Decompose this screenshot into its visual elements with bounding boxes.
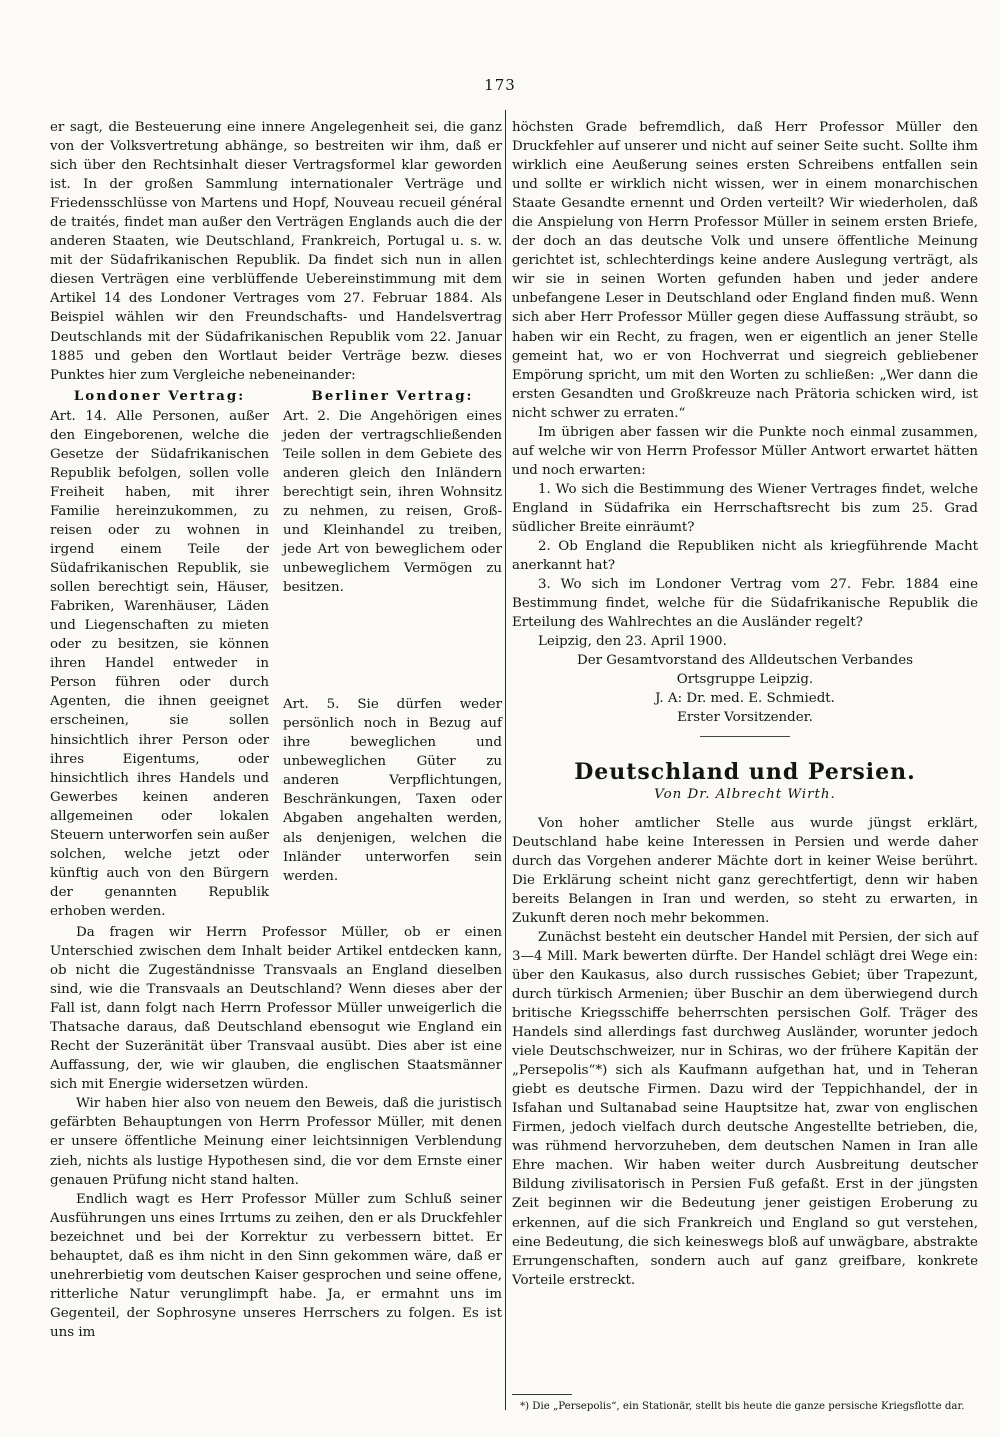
article-title: Deutschland und Persien. (574, 758, 916, 785)
body-paragraph: Endlich wagt es Herr Professor Müller zum Schluß seiner Ausführungen uns eines Irrtums zu zeihen, den er als Druckfehler bezeichnet und bei der Korrektur zu verbessern bittet. Er behauptet, daß es ihm nicht in den Sinn gekommen wäre, daß er unehrerbietig vom deutschen Kaiser gesprochen und seine offene, ritterliche Natur verunglimpft habe. Ja, er ermahnt uns im Gegenteil, der Sophrosyne unseres Herrschers zu folgen. Es ist uns im (50, 1191, 502, 1340)
column-gap (283, 597, 502, 695)
london-treaty-heading: Londoner Vertrag: (73, 387, 246, 404)
question-item: 3. Wo sich im Londoner Vertrag vom 27. Febr. 1884 eine Bestimmung findet, welche für die Südafrikanische Republik die Erteilung des Wahlrechtes an die Ausländer regelt? (512, 577, 978, 631)
berlin-article-5: Art. 5. Sie dürfen weder persönlich noch in Bezug auf ihre beweglichen und unbeweglichen Güter zu anderen Verpflichtungen, Beschränkungen, Taxen oder Abgaben angehalten werden, als denjenigen, welchen die Inländer unterworfen sein werden. (283, 697, 502, 884)
body-paragraph: Zunächst besteht ein deutscher Handel mit Persien, der sich auf 3—4 Mill. Mark bewerten dürfte. Der Handel schlägt drei Wege ein: über den Kaukasus, also durch russisches Gebiet; über Trapezunt, durch türkisch Armenien; über Buschir an dem überwiegend durch britische Kriegsschiffe beherrschten persischen Golf. Träger des Handels sind allerdings fast durchweg Ausländer, worunter jedoch viele Deutschschweizer, nur in Schiras, wo der frühere Kapitän der „Persepolis“*) sich als Kaufmann aufgethan hat, und in Teheran giebt es deutsche Firmen. Dazu wird der Teppichhandel, der in Isfahan und Sultanabad seine Hauptsitze hat, zwar von englischen Firmen, jedoch vielfach durch deutsche Angestellte betrieben, die, was rühmend hervorzuheben, dem deutschen Namen in Iran alle Ehre machen. Wir haben weiter durch Ausbreitung deutscher Bildung zivilisatorisch in Persien Fuß gefaßt. Erst in der jüngsten Zeit beginnen wir die Bedeutung jener geistigen Eroberung zu erkennen, auf die sich Frankreich und England so gut verstehen, eine Bedeutung, die sich keineswegs bloß auf unwägbare, abstrakte Errungenschaften, sondern auch auf ganz greifbare, konkrete Vorteile erstreckt. (512, 929, 978, 1288)
question-item: 1. Wo sich die Bestimmung des Wiener Vertrages findet, welche England in Südafrika ein Herrschaftsrecht bis zum 25. Grad südlicher Breite einräumt? (512, 481, 978, 535)
intro-paragraph: er sagt, die Besteuerung eine innere Angelegenheit sei, die ganz von der Volksvertretung abhänge, so bestreiten wir ihm, daß er sich über den Rechtsinhalt dieser Vertragsformel klar geworden ist. In der großen Sammlung internationaler Verträge und Friedensschlüsse von Martens und Hopf, Nouveau recueil général de traités, findet man außer den Verträgen Englands auch die der anderen Staaten, wie Deutschland, Frankreich, Portugal u. s. w. mit der Südafrikanischen Republik. Da findet sich nun in allen diesen Verträgen eine verblüffende Uebereinstimmung mit dem Artikel 14 des Londoner Vertrages vom 27. Februar 1884. Als Beispiel wählen wir den Freundschafts- und Handelsvertrag Deutschlands mit der Südafrikanischen Republik vom 22. Januar 1885 und geben den Wortlaut beider Verträge bezw. dieses Punktes hier zum Vergleiche nebeneinander: (50, 120, 502, 383)
berlin-article-2: Art. 2. Die Angehörigen eines jeden der vertragschließenden Teile sollen in dem Gebiete des anderen gleich den Inländern berechtigt sein, ihren Wohnsitz zu nehmen, zu reisen, Groß- und Kleinhandel zu treiben, jede Art von beweglichem oder unbeweglichem Vermögen zu besitzen. (283, 408, 502, 596)
left-column (50, 118, 502, 1342)
berlin-treaty-column (283, 387, 502, 921)
body-paragraph: höchsten Grade befremdlich, daß Herr Professor Müller den Druckfehler auf unserer und nicht auf seiner Seite sucht. Sollte ihm wirklich eine Aeußerung seines ersten Schreibens entfallen sein und sollte er wirklich nicht wissen, wer in einem monarchischen Staate Gesandte ernennt und Orden verteilt? Wir wiederholen, daß die Anspielung von Herrn Professor Müller in seinem ersten Briefe, der doch an das deutsche Volk und unsere öffentliche Meinung gerichtet ist, schlechterdings keine andere Auslegung verträgt, als wir sie in seinen Worten gefunden haben und jeder andere unbefangene Leser in Deutschland oder England finden muß. Wenn sich aber Herr Professor Müller gegen diese Auffassung sträubt, so haben wir ein Recht, zu fragen, wen er eigentlich an jener Stelle gemeint hat, wo er von Hochverrat und siegreich gebliebener Empörung spricht, um mit den Worten zu schließen: „Wer dann die ersten Gesandten und Großkreuze nach Prätoria schicken wird, ist nicht schwer zu erraten.“ (512, 120, 978, 421)
right-column (512, 118, 978, 1290)
footnote-rule (512, 1394, 572, 1395)
signature-role: Erster Vorsitzender. (677, 710, 813, 726)
body-paragraph: Da fragen wir Herrn Professor Müller, ob er einen Unterschied zwischen dem Inhalt beider Artikel entdecken kann, ob nicht die Zugeständnisse Transvaals an England dieselben sind, wie die Transvaals an Deutschland? Wenn dieses aber der Fall ist, dann folgt nach Herrn Professor Müller unweigerlich die Thatsache daraus, daß Deutschland ebensogut wie England ein Recht der Suzeränität über Transvaal ausübt. Dies aber ist eine Auffassung, der, wie wir glauben, die englischen Staatsmänner sich mit Energie widersetzen würden. (50, 924, 502, 1093)
london-treaty-column (50, 387, 269, 921)
page-number: 173 (484, 76, 516, 94)
treaty-comparison (50, 387, 502, 921)
body-paragraph: Im übrigen aber fassen wir die Punkte noch einmal zusammen, auf welche wir von Herrn Professor Müller Antwort erwartet hätten und noch erwarten: (512, 424, 978, 478)
signature-local-group: Ortsgruppe Leipzig. (676, 672, 814, 688)
body-paragraph: Von hoher amtlicher Stelle aus wurde jüngst erklärt, Deutschland habe keine Interessen in Persien und werde daher durch das Vorgehen anderer Mächte dort in keiner Weise berührt. Die Erklärung scheint nicht ganz gerechtfertigt, denn wir haben bereits Belangen in Iran und werden, so steht zu erwarten, in Zukunft deren noch mehr bekommen. (512, 815, 978, 926)
article-author: Von Dr. Albrecht Wirth. (654, 786, 836, 802)
signature-date: Leipzig, den 23. April 1900. (538, 634, 727, 650)
section-rule (700, 736, 790, 737)
signature-organization: Der Gesamtvorstand des Alldeutschen Verbandes (576, 653, 914, 669)
question-item: 2. Ob England die Republiken nicht als kriegführende Macht anerkannt hat? (512, 539, 978, 574)
footnote: *) Die „Persepolis“, ein Stationär, stellt bis heute die ganze persische Kriegsflotte dar. (520, 1401, 965, 1412)
body-paragraph: Wir haben hier also von neuem den Beweis, daß die juristisch gefärbten Behauptungen von Herrn Professor Müller, mit denen er unsere öffentliche Meinung einer leichtsinnigen Verblendung zieh, nichts als lustige Hypothesen sind, die vor dem Ernste einer genauen Prüfung nicht stand halten. (50, 1096, 502, 1188)
column-divider (505, 110, 506, 1410)
signature-name: J. A: Dr. med. E. Schmiedt. (655, 691, 835, 707)
london-article-14: Art. 14. Alle Personen, außer den Eingeborenen, welche die Gesetze der Südafrikanischen Republik befolgen, sollen volle Freiheit haben, mit ihrer Familie hereinzukommen, zu reisen oder zu wohnen in irgend einem Teile der Südafrikanischen Republik, sie sollen berechtigt sein, Häuser, Fabriken, Warenhäuser, Läden und Liegenschaften zu mieten oder zu besitzen, sie können ihren Handel entweder in Person führen oder durch Agenten, die ihnen geeignet erscheinen, sie sollen hinsichtlich ihrer Person oder ihres Eigentums, oder hinsichtlich ihres Handels und Gewerbes keinen anderen allgemeinen oder lokalen Steuern unterworfen sein außer solchen, welche jetzt oder künftig auch von den Bürgern der genannten Republik erhoben werden. (50, 408, 269, 919)
berlin-treaty-heading: Berliner Vertrag: (311, 387, 474, 404)
